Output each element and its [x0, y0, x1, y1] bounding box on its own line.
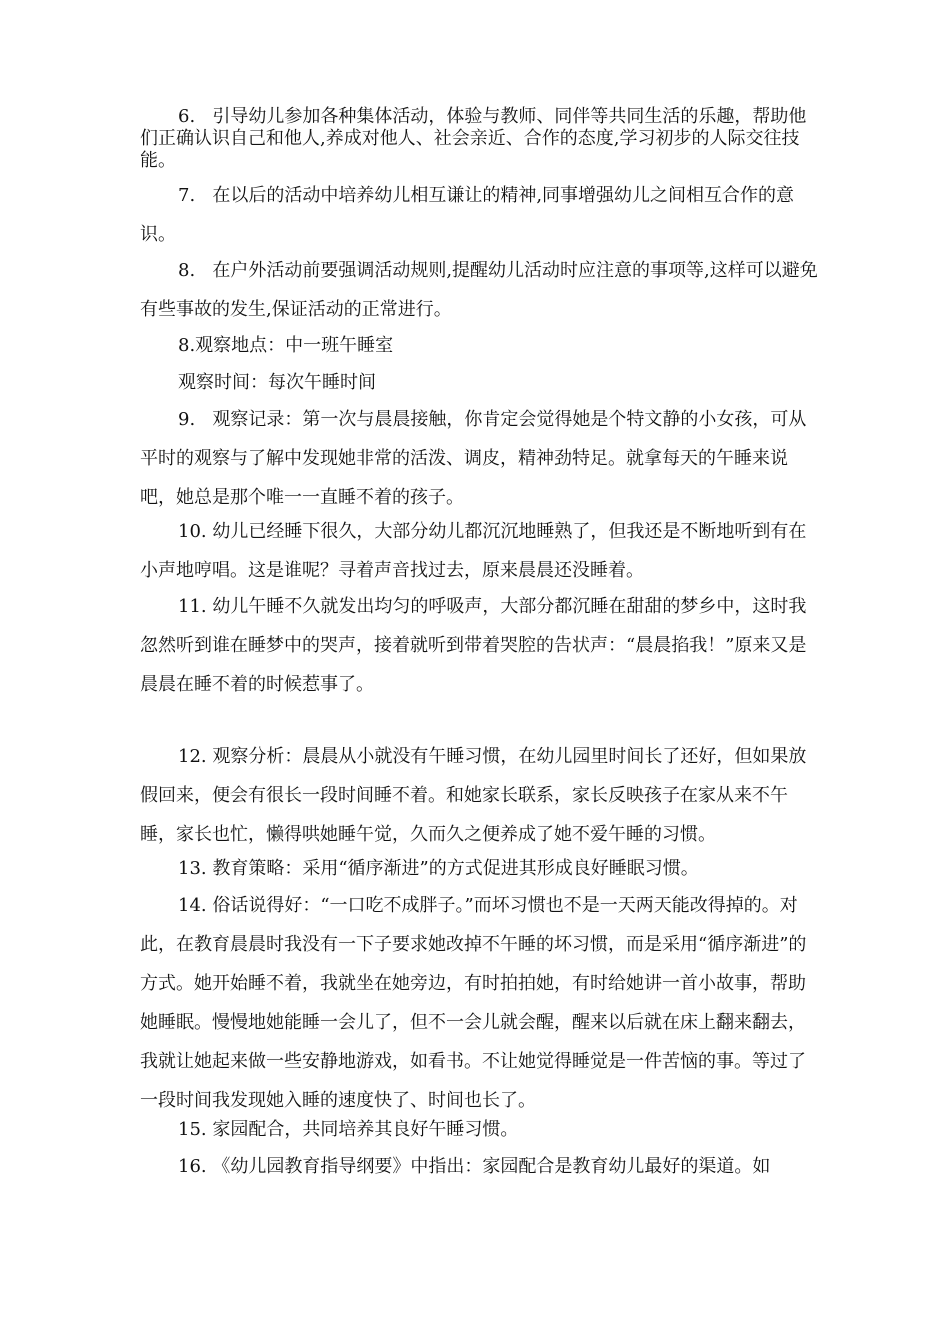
paragraph-15: 15. 家园配合，共同培养其良好午睡习惯。 [178, 1119, 519, 1140]
paragraph-14: 14. 俗话说得好：“一口吃不成胖子。”而坏习惯也不是一天两天能改得掉的。对此，在教育晨晨时我没有一下子要求她改掉不午睡的坏习惯，而是采用“循序渐进”的方式。她开始睡不着，我就坐在她旁边，有时拍拍她，有时给她讲一首小故事，帮助她睡眠。慢慢地她能睡一会儿了，但不一会儿就会醒，醒来以后就在床上翻来翻去，我就让她起来做一些安静地游戏，如看书。不让她觉得睡觉是一件苦恼的事。等过了一段时间我发现她入睡的速度快了、时间也长了。 [140, 895, 807, 1111]
paragraph-7: 7. 在以后的活动中培养幼儿相互谦让的精神,同事增强幼儿之间相互合作的意识。 [140, 185, 795, 245]
paragraph-10: 10. 幼儿已经睡下很久，大部分幼儿都沉沉地睡熟了，但我还是不断地听到有在小声地哼唱。这是谁呢？寻着声音找过去，原来晨晨还没睡着。 [140, 521, 807, 581]
paragraph-13: 13. 教育策略：采用“循序渐进”的方式促进其形成良好睡眠习惯。 [178, 858, 699, 879]
paragraph-observation-location: 8.观察地点：中一班午睡室 [178, 335, 394, 356]
paragraph-observation-time: 观察时间：每次午睡时间 [178, 372, 376, 393]
paragraph-12: 12. 观察分析：晨晨从小就没有午睡习惯，在幼儿园里时间长了还好，但如果放假回来，便会有很长一段时间睡不着。和她家长联系，家长反映孩子在家从来不午睡，家长也忙，懒得哄她睡午觉，久而久之便养成了她不爱午睡的习惯。 [140, 746, 807, 845]
paragraph-9: 9. 观察记录：第一次与晨晨接触，你肯定会觉得她是个特文静的小女孩，可从平时的观察与了解中发现她非常的活泼、调皮，精神劲特足。就拿每天的午睡来说吧，她总是那个唯一一直睡不着的孩子。 [140, 409, 807, 508]
paragraph-16: 16. 《幼儿园教育指导纲要》中指出：家园配合是教育幼儿最好的渠道。如 [178, 1156, 771, 1177]
paragraph-8: 8. 在户外活动前要强调活动规则,提醒幼儿活动时应注意的事项等,这样可以避免有些事故的发生,保证活动的正常进行。 [140, 260, 818, 320]
paragraph-6: 6. 引导幼儿参加各种集体活动，体验与教师、同伴等共同生活的乐趣，帮助他们正确认识自己和他人,养成对他人、社会亲近、合作的态度,学习初步的人际交往技能。 [140, 106, 807, 171]
paragraph-11: 11. 幼儿午睡不久就发出均匀的呼吸声，大部分都沉睡在甜甜的梦乡中，这时我忽然听到谁在睡梦中的哭声，接着就听到带着哭腔的告状声：“晨晨掐我！”原来又是晨晨在睡不着的时候惹事了。 [140, 596, 807, 695]
